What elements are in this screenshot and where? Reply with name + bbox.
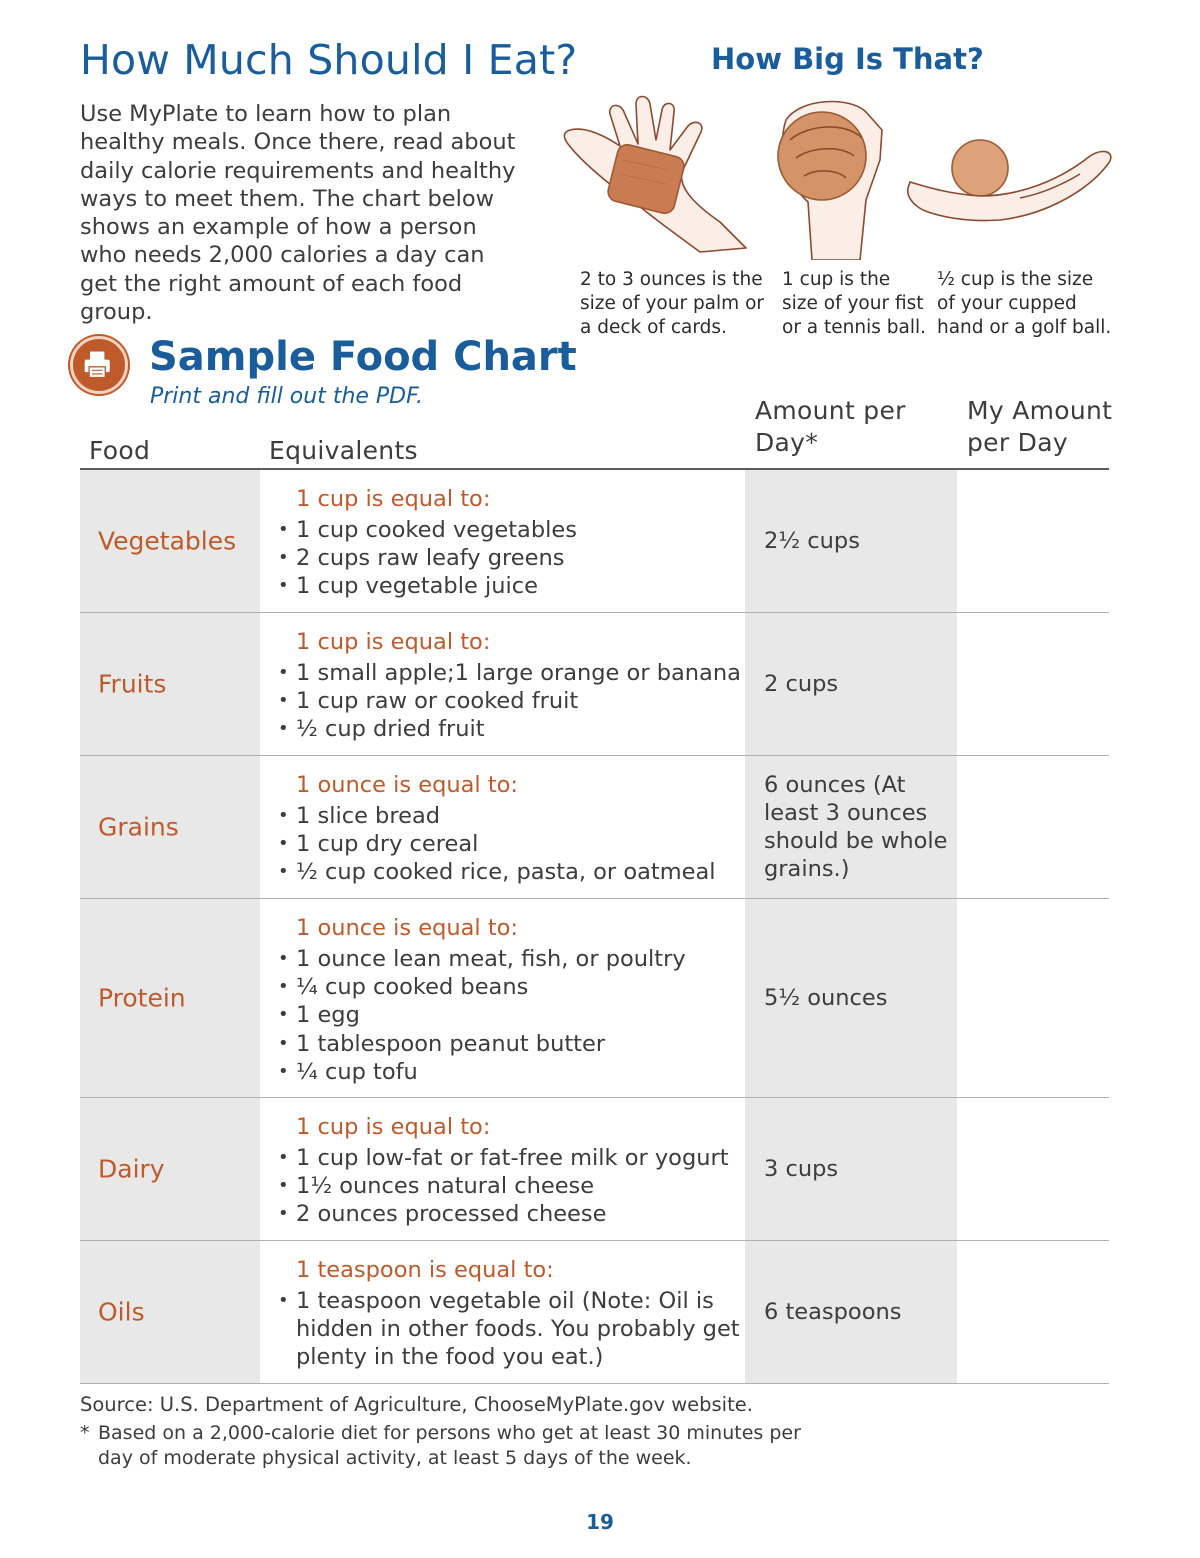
list-item: • 1 teaspoon vegetable oil (Note: Oil is hidden in other foods. You probably get plenty in the food you eat.) [276,1287,741,1372]
list-item: • ½ cup dried fruit [276,715,741,743]
cupped-hand-icon [908,140,1111,221]
food-name: Grains [98,812,179,842]
equivalents-cell [276,1112,741,1229]
amount-cell [745,1098,957,1240]
equivalents-title: 1 cup is equal to: [296,486,491,512]
list-item: • ½ cup cooked rice, pasta, or oatmeal [276,858,741,886]
equivalents-cell [276,484,741,601]
printer-icon[interactable] [70,336,128,394]
food-name: Vegetables [98,526,237,556]
palm-hand-icon [564,97,746,253]
table-row-fruits [80,613,1109,756]
equivalents-cell [276,1255,741,1372]
column-header-amount: Amount per Day* [755,396,906,457]
equivalents-cell [276,913,741,1086]
food-name: Oils [98,1297,145,1327]
food-name: Dairy [98,1154,165,1184]
fist-icon [778,102,882,260]
list-item: • 1 tablespoon peanut butter [276,1030,741,1058]
table-row-oils [80,1241,1109,1384]
list-item: • ¼ cup tofu [276,1058,741,1086]
portion-caption-fist: 1 cup is the size of your fist or a tennis ball. [782,269,927,338]
equivalents-title: 1 cup is equal to: [296,629,491,655]
footnote-text: Based on a 2,000-calorie diet for persons who get at least 30 minutes per day of moderate physical activity, at least 5 days of the week. [98,1422,801,1469]
list-item: • 1 slice bread [276,802,741,830]
amount-value: 6 teaspoons [764,1299,902,1325]
equivalents-title: 1 cup is equal to: [296,1114,491,1140]
food-cell [80,1098,260,1240]
list-item: • 2 ounces processed cheese [276,1200,741,1228]
column-header-equivalents: Equivalents [269,436,418,465]
food-cell [80,1241,260,1383]
food-name: Protein [98,983,186,1013]
page-title: How Much Should I Eat? [80,36,578,84]
list-item: • 1 ounce lean meat, fish, or poultry [276,945,741,973]
amount-value: 6 ounces (At least 3 ounces should be whole grains.) [764,772,948,882]
source-note: Source: U.S. Department of Agriculture, ChooseMyPlate.gov website. [80,1393,753,1416]
table-row-protein [80,899,1109,1098]
list-item: • ¼ cup cooked beans [276,973,741,1001]
intro-paragraph: Use MyPlate to learn how to plan healthy meals. Once there, read about daily calorie requirements and healthy ways to meet them. The chart below shows an example of how a person who needs 2,000 calories a day can get the right amount of each food group. [80,101,516,326]
food-name: Fruits [98,669,167,699]
amount-cell [745,470,957,612]
column-header-my-amount: My Amount per Day [967,396,1113,457]
food-cell [80,470,260,612]
equivalents-title: 1 teaspoon is equal to: [296,1257,554,1283]
amount-value: 2 cups [764,671,839,697]
list-item: • 2 cups raw leafy greens [276,544,741,572]
footnote [80,1421,840,1471]
table-row-vegetables [80,470,1109,613]
table-row-dairy [80,1098,1109,1241]
equivalents-title: 1 ounce is equal to: [296,915,518,941]
amount-cell [745,613,957,755]
table-row-grains [80,756,1109,899]
amount-value: 2½ cups [764,528,860,554]
food-cell [80,899,260,1097]
portion-caption-cupped-hand: ½ cup is the size of your cupped hand or a golf ball. [937,269,1112,338]
equivalents-cell [276,627,741,744]
food-cell [80,756,260,898]
amount-value: 5½ ounces [764,985,888,1011]
footnote-mark: * [80,1422,90,1444]
list-item: • 1½ ounces natural cheese [276,1172,741,1200]
list-item: • 1 cup raw or cooked fruit [276,687,741,715]
list-item: • 1 egg [276,1001,741,1029]
column-header-food: Food [89,436,151,465]
list-item: • 1 small apple;1 large orange or banana [276,659,741,687]
chart-title: Sample Food Chart [149,334,577,380]
list-item: • 1 cup cooked vegetables [276,516,741,544]
portion-illustrations [550,90,1120,260]
amount-cell [745,1241,957,1383]
amount-value: 3 cups [764,1156,839,1182]
list-item: • 1 cup vegetable juice [276,572,741,600]
amount-cell [745,756,957,898]
equivalents-title: 1 ounce is equal to: [296,772,518,798]
amount-cell [745,899,957,1097]
list-item: • 1 cup low-fat or fat-free milk or yogurt [276,1144,741,1172]
portion-caption-palm: 2 to 3 ounces is the size of your palm or a deck of cards. [580,269,764,338]
chart-subtitle-link[interactable]: Print and fill out the PDF. [150,384,423,409]
list-item: • 1 cup dry cereal [276,830,741,858]
equivalents-cell [276,770,741,887]
size-guide-title: How Big Is That? [711,42,984,76]
food-cell [80,613,260,755]
food-chart-table [80,470,1109,1384]
page-number: 19 [586,1510,614,1534]
